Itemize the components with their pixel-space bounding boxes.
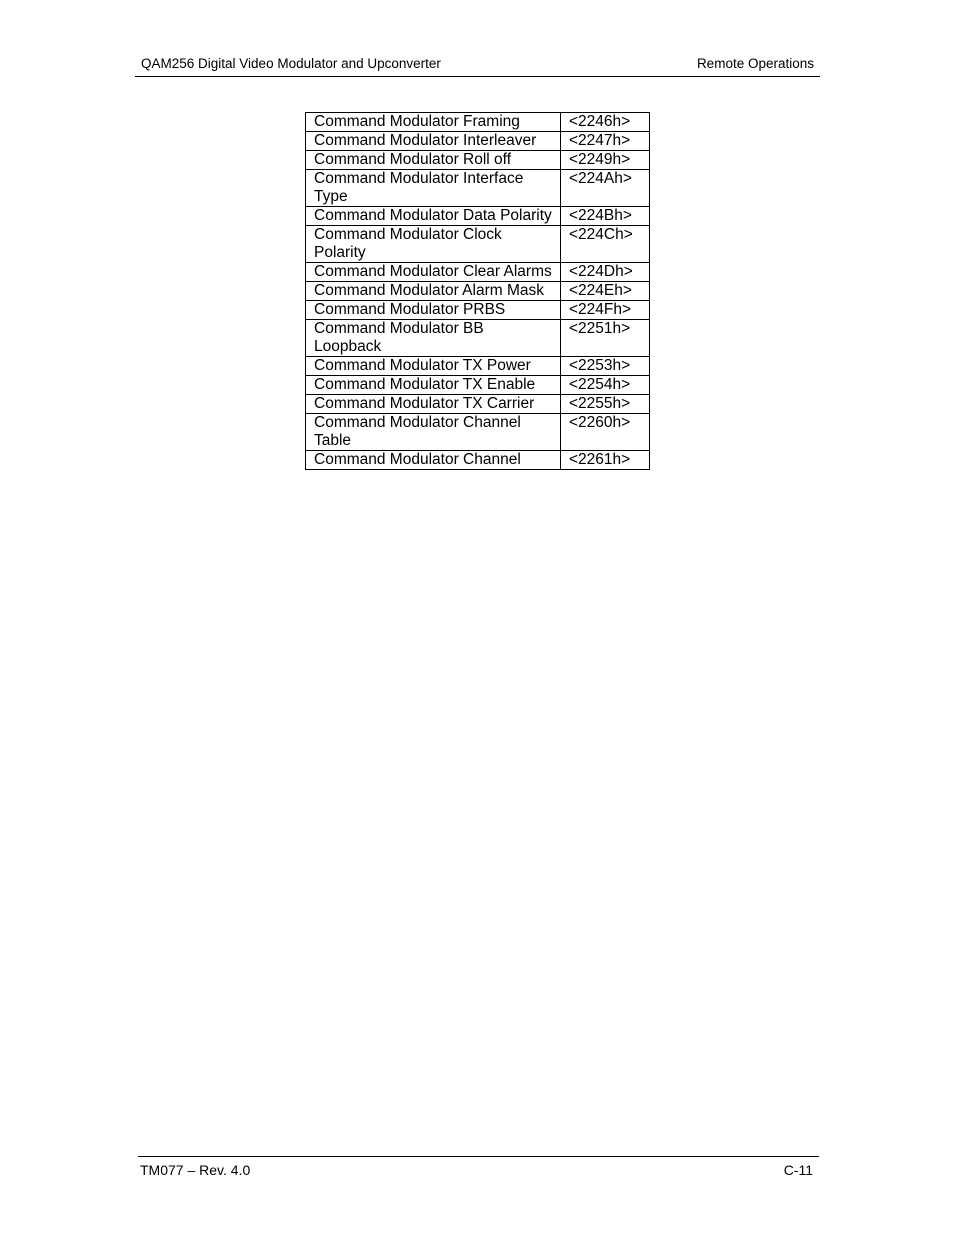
command-code: <2247h> [561,132,650,151]
document-revision: TM077 – Rev. 4.0 [140,1162,251,1178]
table-row [306,207,650,226]
table-row [306,226,650,263]
command-code: <2261h> [561,451,650,470]
command-code: <2255h> [561,395,650,414]
command-name: Command Modulator Data Polarity [306,207,561,226]
command-code: <224Fh> [561,301,650,320]
command-table [305,112,650,470]
page-header [135,55,820,77]
table-row [306,414,650,451]
table-row [306,301,650,320]
table-row [306,132,650,151]
command-code: <2254h> [561,376,650,395]
command-code: <224Eh> [561,282,650,301]
section-title: Remote Operations [696,56,814,71]
table-row [306,263,650,282]
document-title: QAM256 Digital Video Modulator and Upconverter [141,56,441,71]
command-code: <224Dh> [561,263,650,282]
table-row [306,320,650,357]
command-code: <2246h> [561,113,650,132]
table-row [306,451,650,470]
command-name: Command Modulator Alarm Mask [306,282,561,301]
command-code: <224Bh> [561,207,650,226]
table-row [306,357,650,376]
table-row [306,170,650,207]
command-name: Command Modulator Interface Type [306,170,561,207]
page-number: C-11 [783,1162,813,1178]
command-name: Command Modulator Channel [306,451,561,470]
table-row [306,395,650,414]
command-code: <2260h> [561,414,650,451]
page-footer [138,1156,819,1178]
command-name: Command Modulator TX Enable [306,376,561,395]
table-row [306,376,650,395]
command-name: Command Modulator Clear Alarms [306,263,561,282]
table-row [306,113,650,132]
command-name: Command Modulator Framing [306,113,561,132]
table-row [306,151,650,170]
command-code: <224Ah> [561,170,650,207]
command-name: Command Modulator Interleaver [306,132,561,151]
command-name: Command Modulator PRBS [306,301,561,320]
command-name: Command Modulator BB Loopback [306,320,561,357]
command-code: <2249h> [561,151,650,170]
command-name: Command Modulator Clock Polarity [306,226,561,263]
table-row [306,282,650,301]
command-name: Command Modulator TX Power [306,357,561,376]
command-code: <2253h> [561,357,650,376]
command-name: Command Modulator Roll off [306,151,561,170]
command-code: <2251h> [561,320,650,357]
command-name: Command Modulator Channel Table [306,414,561,451]
command-code: <224Ch> [561,226,650,263]
command-name: Command Modulator TX Carrier [306,395,561,414]
